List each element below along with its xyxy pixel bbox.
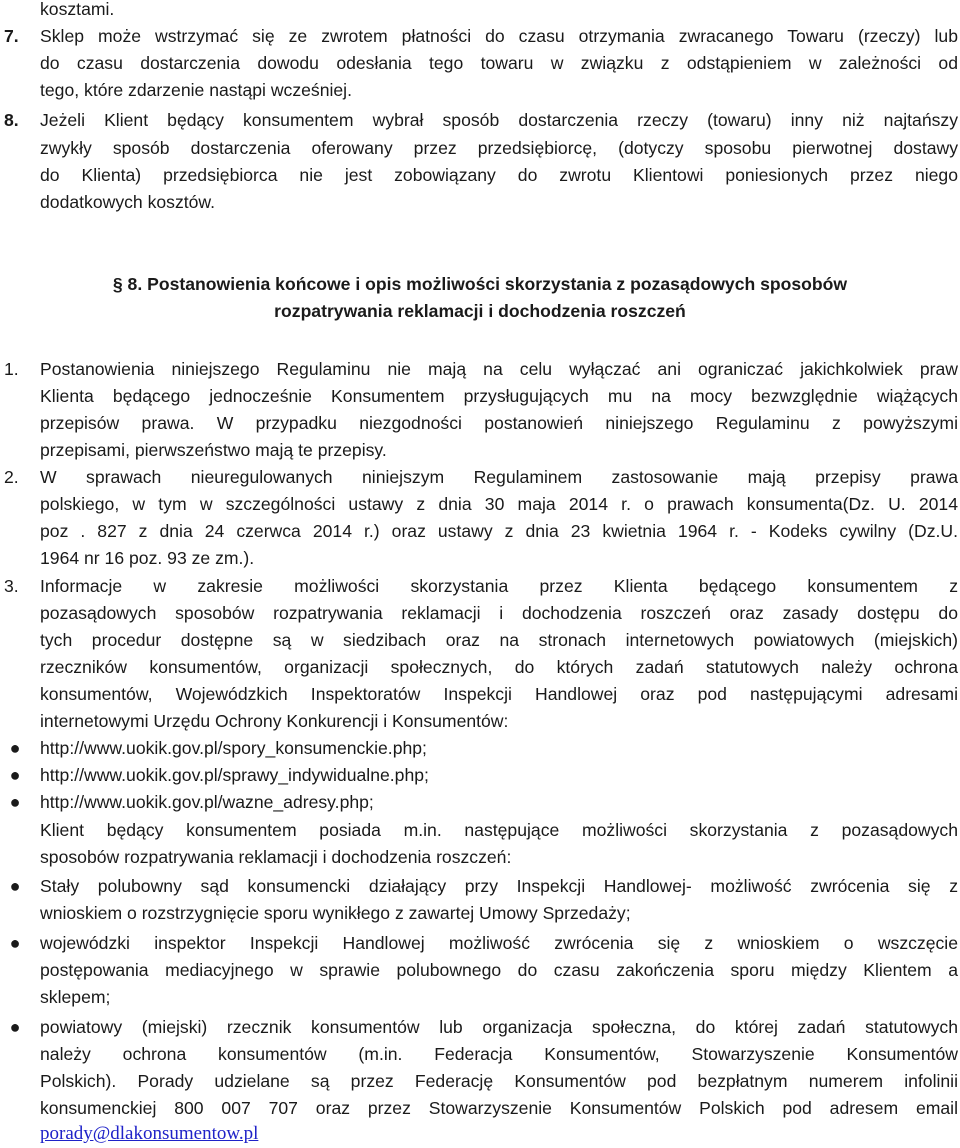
paragraph-line: tych procedur dostępne są w siedzibach oraz na stronach internetowych powiatowych (miejskich) — [40, 630, 958, 650]
paragraph-line: 1964 nr 16 poz. 93 ze zm.). — [40, 548, 255, 568]
paragraph-line: kosztami. — [40, 0, 115, 19]
paragraph-line: Klienta będącego jednocześnie Konsumentem przysługujących mu na mocy bezwzględnie wiążących — [40, 386, 958, 406]
bullet-icon: ● — [9, 738, 21, 758]
paragraph-line: Sklep może wstrzymać się ze zwrotem płatności do czasu otrzymania zwracanego Towaru (rzeczy) lub — [40, 26, 958, 46]
paragraph-line: dodatkowych kosztów. — [40, 192, 216, 212]
paragraph-line: zwykły sposób dostarczenia oferowany przez przedsiębiorcę, (dotyczy sposobu pierwotnej dostawy — [40, 138, 958, 158]
paragraph-line: Polskich). Porady udzielane są przez Federację Konsumentów pod bezpłatnym numerem infolinii — [40, 1071, 958, 1091]
paragraph-line: tego, które zdarzenie nastąpi wcześniej. — [40, 80, 352, 100]
paragraph-line: wnioskiem o rozstrzygnięcie sporu wynikłego z zawartej Umowy Sprzedaży; — [40, 903, 631, 923]
paragraph-line: W sprawach nieuregulowanych niniejszym Regulaminem zastosowanie mają przepisy prawa — [40, 467, 958, 487]
paragraph-line: rzeczników konsumentów, organizacji społecznych, do których zadań statutowych należy ochrona — [40, 657, 958, 677]
paragraph-line: postępowania mediacyjnego w sprawie polubownego do czasu zakończenia sporu między Klientem a — [40, 960, 958, 980]
paragraph-line: do Klienta) przedsiębiorca nie jest zobowiązany do zwrotu Klientowi poniesionych przez niego — [40, 165, 958, 185]
paragraph-line: konsumentów, Wojewódzkich Inspektoratów Inspekcji Handlowej oraz pod następującymi adresami — [40, 684, 958, 704]
url-link[interactable]: http://www.uokik.gov.pl/sprawy_indywidualne.php; — [40, 765, 429, 785]
paragraph-line: przepisami, pierwszeństwo mają te przepisy. — [40, 440, 387, 460]
paragraph-line: wojewódzki inspektor Inspekcji Handlowej możliwość zwrócenia się z wnioskiem o wszczęcie — [40, 933, 958, 953]
paragraph-line: należy ochrona konsumentów (m.in. Federacja Konsumentów, Stowarzyszenie Konsumentów — [40, 1044, 958, 1064]
paragraph-line: konsumenckiej 800 007 707 oraz przez Stowarzyszenie Konsumentów Polskich pod adresem email — [40, 1098, 958, 1118]
bullet-icon: ● — [9, 1017, 21, 1037]
paragraph-line: polskiego, w tym w szczególności ustawy z dnia 30 maja 2014 r. o prawach konsumenta(Dz. U. 2014 — [40, 494, 958, 514]
list-number: 7. — [4, 26, 19, 46]
bullet-icon: ● — [9, 876, 21, 896]
paragraph-line: Jeżeli Klient będący konsumentem wybrał sposób dostarczenia rzeczy (towaru) inny niż najtańszy — [40, 110, 958, 130]
paragraph-line: pozasądowych sposobów rozpatrywania reklamacji i dochodzenia roszczeń oraz zasady dostępu do — [40, 603, 958, 623]
paragraph-line: Stały polubowny sąd konsumencki działający przy Inspekcji Handlowej- możliwość zwrócenia się z — [40, 876, 958, 896]
section-heading: § 8. Postanowienia końcowe i opis możliwości skorzystania z pozasądowych sposobów — [112, 274, 848, 294]
bullet-icon: ● — [9, 933, 21, 953]
paragraph-line: przepisów prawa. W przypadku niezgodności postanowień niniejszego Regulaminu z powyższymi — [40, 413, 958, 433]
list-number: 2. — [4, 467, 19, 487]
email-link[interactable]: porady@dlakonsumentow.pl — [40, 1123, 259, 1144]
paragraph-line: sklepem; — [40, 987, 111, 1007]
paragraph-line: internetowymi Urzędu Ochrony Konkurencji i Konsumentów: — [40, 711, 509, 731]
paragraph-line: Informacje w zakresie możliwości skorzystania przez Klienta będącego konsumentem z — [40, 576, 958, 596]
list-number: 3. — [4, 576, 19, 596]
section-heading: rozpatrywania reklamacji i dochodzenia roszczeń — [274, 301, 686, 321]
paragraph-line: Postanowienia niniejszego Regulaminu nie mają na celu wyłączać ani ograniczać jakichkolwiek praw — [40, 359, 958, 379]
url-link[interactable]: http://www.uokik.gov.pl/wazne_adresy.php; — [40, 792, 374, 812]
paragraph-line: do czasu dostarczenia dowodu odesłania tego towaru w związku z odstąpieniem w zależności od — [40, 53, 958, 73]
paragraph-line: powiatowy (miejski) rzecznik konsumentów lub organizacja społeczna, do której zadań statutowych — [40, 1017, 958, 1037]
bullet-icon: ● — [9, 792, 21, 812]
paragraph-line: sposobów rozpatrywania reklamacji i dochodzenia roszczeń: — [40, 847, 512, 867]
list-number: 8. — [4, 110, 19, 130]
paragraph-line: poz . 827 z dnia 24 czerwca 2014 r.) oraz ustawy z dnia 23 kwietnia 1964 r. - Kodeks cywilny (Dz.U. — [40, 521, 958, 541]
url-link[interactable]: http://www.uokik.gov.pl/spory_konsumenckie.php; — [40, 738, 427, 758]
list-number: 1. — [4, 359, 19, 379]
paragraph-line: Klient będący konsumentem posiada m.in. następujące możliwości skorzystania z pozasądowych — [40, 820, 958, 840]
bullet-icon: ● — [9, 765, 21, 785]
